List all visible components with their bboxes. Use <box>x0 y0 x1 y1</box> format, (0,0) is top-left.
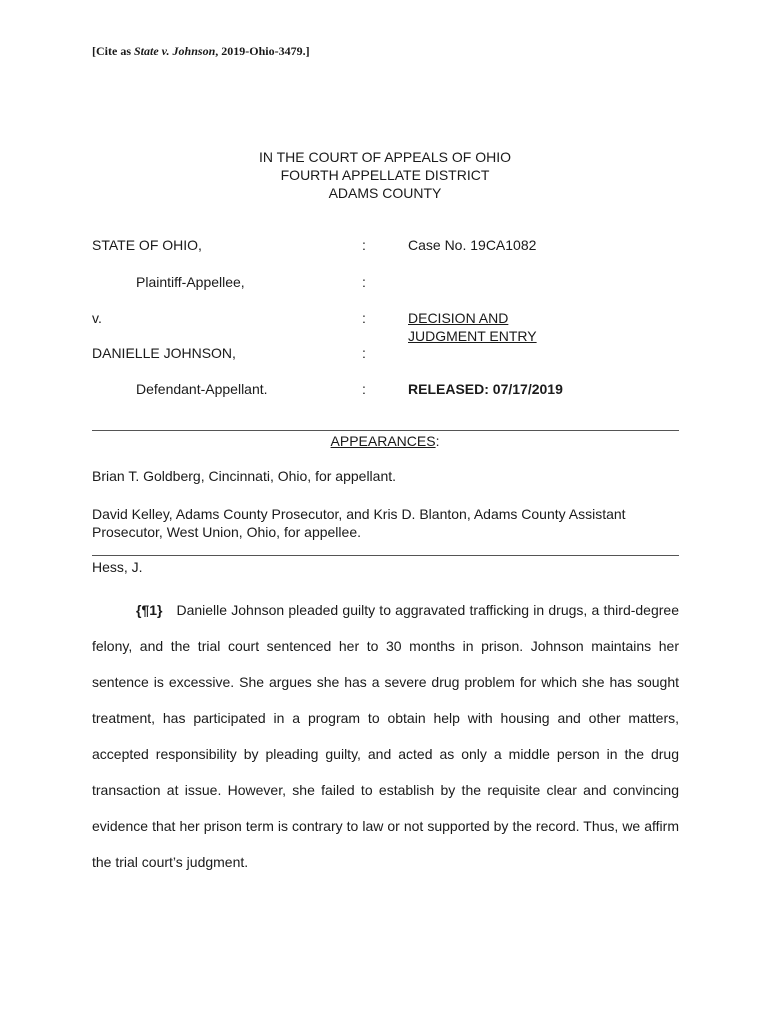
court-name: IN THE COURT OF APPEALS OF OHIO <box>258 149 512 165</box>
decision-title-line2: JUDGMENT ENTRY <box>408 328 537 344</box>
citation-header <box>92 44 310 59</box>
plaintiff-name: STATE OF OHIO, <box>92 237 202 253</box>
versus: v. <box>92 310 102 326</box>
citation-suffix: , 2019-Ohio-3479.] <box>215 44 310 58</box>
caption-colon: : <box>362 310 366 326</box>
citation-prefix: [Cite as <box>92 44 134 58</box>
release-date: RELEASED: 07/17/2019 <box>408 381 563 397</box>
decision-title-line1: DECISION AND <box>408 310 509 326</box>
divider-bottom <box>92 555 679 556</box>
citation-case-name: State v. Johnson <box>134 44 216 58</box>
appellee-counsel: David Kelley, Adams County Prosecutor, and Kris D. Blanton, Adams County Assistant Prosecutor, West Union, Ohio, for appellee. <box>92 506 626 540</box>
appearances-title: APPEARANCES <box>330 433 436 449</box>
opinion-paragraph <box>92 592 679 880</box>
appearances-heading <box>0 433 770 449</box>
defendant-name: DANIELLE JOHNSON, <box>92 345 236 361</box>
defendant-role: Defendant-Appellant. <box>136 381 268 397</box>
caption-colon: : <box>362 381 366 397</box>
court-heading <box>0 148 770 202</box>
opinion-author: Hess, J. <box>92 559 143 575</box>
paragraph-text: Danielle Johnson pleaded guilty to aggravated trafficking in drugs, a third-degree felony, and the trial court sentenced her to 30 months in prison. Johnson maintains her sentence is excessive. She argues she has a severe drug problem for which she has sought treatment, has participated in a program to obtain help with housing and other matters, accepted responsibility by pleading guilty, and acted as only a middle person in the drug transaction at issue. However, she failed to establish by the requisite clear and convincing evidence that her prison term is contrary to law or not supported by the record. Thus, we affirm the trial court’s judgment. <box>92 602 679 870</box>
appellant-counsel: Brian T. Goldberg, Cincinnati, Ohio, for appellant. <box>92 468 397 484</box>
plaintiff-role: Plaintiff-Appellee, <box>136 274 245 290</box>
court-district: FOURTH APPELLATE DISTRICT <box>280 167 490 183</box>
caption-colon: : <box>362 345 366 361</box>
court-county: ADAMS COUNTY <box>328 185 442 201</box>
appearances-colon: : <box>435 433 440 449</box>
divider-top <box>92 430 679 431</box>
caption-colon: : <box>362 237 366 253</box>
case-number: Case No. 19CA1082 <box>408 237 537 253</box>
caption-colon: : <box>362 274 366 290</box>
paragraph-number: {¶1} <box>136 602 163 618</box>
